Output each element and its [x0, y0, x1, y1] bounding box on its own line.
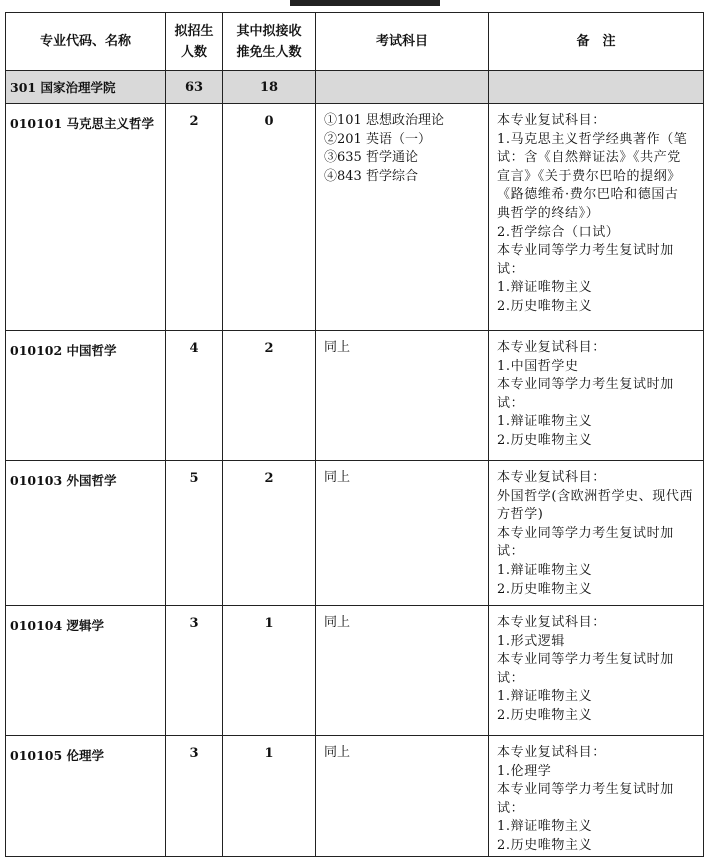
header-plan: 拟招生 人数 — [166, 13, 223, 71]
note-line: 1.形式逻辑 — [497, 633, 566, 649]
exam-subject: 同上 — [324, 745, 351, 760]
exam-subject: 同上 — [324, 615, 351, 630]
header-row — [6, 13, 704, 71]
note-line: 试：含《自然辩证法》《共产党 — [497, 150, 681, 166]
note-line: 1.伦理学 — [497, 763, 552, 779]
note-line: 本专业复试科目： — [497, 470, 606, 485]
notes — [489, 606, 704, 736]
exam-subjects — [316, 104, 489, 331]
notes — [489, 736, 704, 857]
cropped-title — [290, 0, 440, 6]
exam-subjects — [316, 461, 489, 606]
note-line: 1.辩证唯物主义 — [497, 280, 593, 296]
note-line: 外国哲学(含欧洲哲学史、现代西 — [497, 488, 694, 504]
note-line: 方哲学) — [497, 507, 544, 523]
note-line: 2.历史唯物主义 — [497, 837, 593, 853]
exam-subjects — [316, 736, 489, 857]
college-name: 301 国家治理学院 — [6, 71, 166, 104]
note-line: 试： — [497, 800, 525, 816]
header-note: 备 注 — [489, 13, 704, 71]
exempt-count: 2 — [223, 461, 316, 606]
header-major: 专业代码、名称 — [6, 13, 166, 71]
exempt-count: 0 — [223, 104, 316, 331]
exam-subject: ③635 哲学通论 — [324, 150, 418, 166]
table-row — [6, 606, 704, 736]
note-line: 试： — [497, 544, 525, 560]
major-name: 010103 外国哲学 — [6, 461, 166, 606]
college-exam — [316, 71, 489, 104]
exam-subject: 同上 — [324, 470, 351, 485]
note-line: 本专业复试科目： — [497, 113, 606, 128]
major-name: 010102 中国哲学 — [6, 331, 166, 461]
exam-subject: ④843 哲学综合 — [324, 168, 418, 184]
note-line: 本专业同等学力考生复试时加 — [497, 243, 674, 259]
table-row — [6, 104, 704, 331]
plan-count: 3 — [166, 736, 223, 857]
major-name: 010105 伦理学 — [6, 736, 166, 857]
plan-count: 2 — [166, 104, 223, 331]
note-line: 1.中国哲学史 — [497, 358, 579, 374]
enrollment-table — [5, 12, 704, 857]
plan-count: 5 — [166, 461, 223, 606]
major-name: 010104 逻辑学 — [6, 606, 166, 736]
exempt-count: 1 — [223, 606, 316, 736]
note-line: 1.辩证唯物主义 — [497, 819, 593, 835]
exempt-count: 1 — [223, 736, 316, 857]
note-line: 2.历史唯物主义 — [497, 298, 593, 314]
note-line: 试： — [497, 261, 525, 277]
college-note — [489, 71, 704, 104]
note-line: 本专业同等学力考生复试时加 — [497, 652, 674, 668]
note-line: 《路德维希·费尔巴哈和德国古 — [497, 187, 679, 203]
note-line: 本专业复试科目： — [497, 340, 606, 355]
table-row — [6, 331, 704, 461]
note-line: 2.历史唯物主义 — [497, 432, 593, 448]
note-line: 1.辩证唯物主义 — [497, 562, 593, 578]
exam-subject: ①101 思想政治理论 — [324, 113, 444, 128]
note-line: 试： — [497, 670, 525, 686]
note-line: 2.历史唯物主义 — [497, 707, 593, 723]
note-line: 典哲学的终结》） — [497, 205, 600, 221]
notes — [489, 104, 704, 331]
note-line: 本专业同等学力考生复试时加 — [497, 525, 674, 541]
note-line: 1.辩证唯物主义 — [497, 689, 593, 705]
note-line: 1.辩证唯物主义 — [497, 414, 593, 430]
exam-subjects — [316, 606, 489, 736]
note-line: 宣言》《关于费尔巴哈的提纲》 — [497, 168, 681, 184]
college-plan: 63 — [166, 71, 223, 104]
college-row — [6, 71, 704, 104]
note-line: 2.哲学综合（口试） — [497, 224, 620, 240]
note-line: 试： — [497, 395, 525, 411]
note-line: 本专业复试科目： — [497, 745, 606, 760]
college-exempt: 18 — [223, 71, 316, 104]
table-row — [6, 736, 704, 857]
exam-subjects — [316, 331, 489, 461]
notes — [489, 331, 704, 461]
header-exam: 考试科目 — [316, 13, 489, 71]
note-line: 本专业同等学力考生复试时加 — [497, 377, 674, 393]
table-row — [6, 461, 704, 606]
note-line: 2.历史唯物主义 — [497, 581, 593, 597]
exempt-count: 2 — [223, 331, 316, 461]
plan-count: 3 — [166, 606, 223, 736]
exam-subject: ②201 英语（一） — [324, 131, 431, 147]
header-exempt: 其中拟接收 推免生人数 — [223, 13, 316, 71]
note-line: 本专业复试科目： — [497, 615, 606, 630]
plan-count: 4 — [166, 331, 223, 461]
exam-subject: 同上 — [324, 340, 351, 355]
note-line: 本专业同等学力考生复试时加 — [497, 782, 674, 798]
major-name: 010101 马克思主义哲学 — [6, 104, 166, 331]
notes — [489, 461, 704, 606]
note-line: 1.马克思主义哲学经典著作（笔 — [497, 131, 688, 147]
